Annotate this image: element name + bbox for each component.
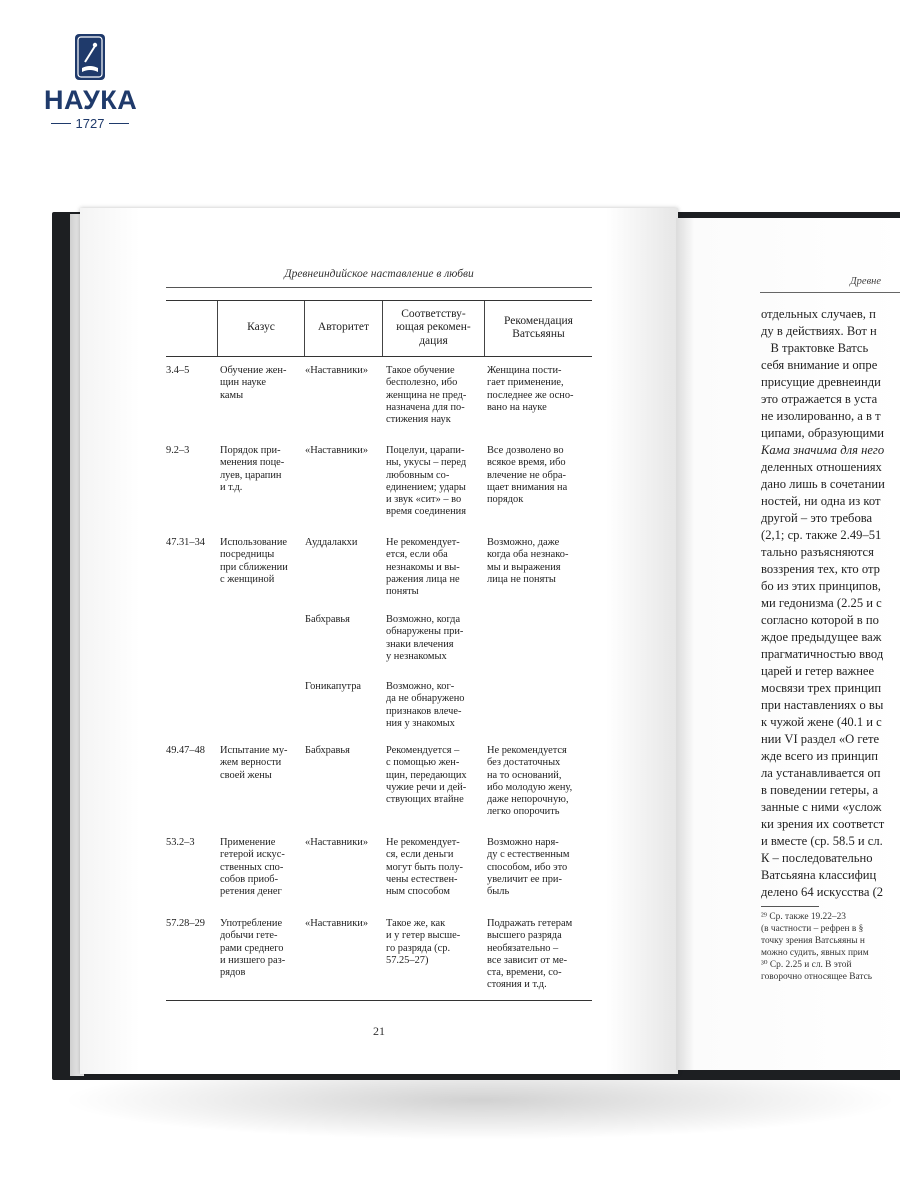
text-line: не изолированно, а в т <box>761 409 881 423</box>
table-cell-recommendation: Возможно, ког- да не обнаружено признаков влече- ния у знакомых <box>386 681 465 729</box>
table-cell-case: Испытание му- жем верности своей жены <box>220 745 288 781</box>
text-line: другой – это требова <box>761 511 873 525</box>
table-cell-ref: 57.28–29 <box>166 918 205 929</box>
page-number: 21 <box>373 1024 385 1038</box>
table-cell-recommendation: Не рекомендует- ется, если оба незнакомы и вы- ражения лица не поняты <box>386 537 460 598</box>
table-cell-ref: 47.31–34 <box>166 537 205 548</box>
text-line: нии VI раздел «О гете <box>761 732 880 746</box>
text-line: деленных отношениях <box>761 460 882 474</box>
table-cell-vatsyayana: Подражать гетерам высшего разряда необязательно – все зависит от ме- ста, времени, со- стояния и т.д. <box>487 918 573 991</box>
footnote-line: точку зрения Ватсьяяны н <box>761 936 865 946</box>
text-line: присущие древнеинди <box>761 375 881 389</box>
column-header-recommendation: Соответству- ющая рекомен- дация <box>396 307 471 347</box>
table-cell-recommendation: Возможно, когда обнаружены при- знаки влечения у незнакомых <box>386 614 464 662</box>
text-line: жде всего из принцип <box>761 749 878 763</box>
table-cell-authority: «Наставники» <box>305 365 369 376</box>
table-cell-case: Применение гетерой искус- ственных спо- собов приоб- ретения денег <box>220 837 285 898</box>
publisher-name: НАУКА <box>44 85 138 115</box>
text-line: ки зрения их соответст <box>761 817 885 831</box>
column-header-authority: Авторитет <box>317 321 370 334</box>
table-cell-recommendation: Рекомендуется – с помощью жен- щин, передающих чужие речи и дей- ствующих втайне <box>386 745 467 806</box>
table-cell-case: Обучение жен- щин науке камы <box>220 365 287 401</box>
text-line: царей и гетер важнее <box>761 664 875 678</box>
text-line: (2,1; ср. также 2.49–51 <box>761 528 882 542</box>
text-line: ностей, ни одна из кот <box>761 494 881 508</box>
footnote-line: ²⁹ Ср. также 19.22–23 <box>761 912 846 922</box>
publisher-year: 1727 <box>75 116 105 131</box>
table-cell-recommendation: Такое же, как и у гетер высше- го разряда (ср. 57.25–27) <box>386 918 461 966</box>
table-cell-recommendation: Поцелуи, царапи- ны, укусы – перед любовным со- единением; удары и звук «сит» – во время соединения <box>386 445 467 518</box>
table-cell-case: Употребление добычи гете- рами среднего и низшего раз- рядов <box>220 918 286 979</box>
text-line: занные с ними «услож <box>761 800 882 814</box>
column-header-vatsyayana: Рекомендация Ватсьяяны <box>504 314 573 340</box>
running-head-left: Древнеиндийское наставление в любви <box>284 268 474 280</box>
footnote-line: говорочно относящее Ватсь <box>761 972 873 982</box>
text-line: ципами, образующими <box>761 426 884 440</box>
text-line: Ватсьяяна классифиц <box>761 868 877 882</box>
text-line: В трактовке Ватсь <box>761 341 869 355</box>
text-line: себя внимание и опре <box>761 358 878 372</box>
table-cell-authority: Гоникапутра <box>305 681 362 692</box>
text-line: прагматичностью ввод <box>761 647 884 661</box>
text-line: дано лишь в сочетании <box>761 477 885 491</box>
table-cell-ref: 9.2–3 <box>166 445 190 456</box>
table-cell-recommendation: Такое обучение бесполезно, ибо женщина не пред- назначена для по- стижения наук <box>386 365 467 426</box>
text-line: К – последовательно <box>761 851 873 865</box>
table-cell-authority: Ауддалакхи <box>305 537 358 548</box>
text-line: бо из этих принципов, <box>761 579 881 593</box>
footnote-line: можно судить, явных прим <box>761 948 869 958</box>
header-rule-right <box>760 292 900 293</box>
text-line: и вместе (ср. 58.5 и сл. <box>761 834 883 848</box>
text-line: ду в действиях. Вот н <box>761 324 877 338</box>
table-cell-case: Использование посредницы при сближении с женщиной <box>220 537 288 585</box>
table-cell-ref: 3.4–5 <box>166 365 190 376</box>
table-bottom-rule <box>166 1000 592 1001</box>
publisher-year-line <box>44 116 136 131</box>
table-cell-vatsyayana: Все дозволено во всякое время, ибо влечение не обра- щает внимания на порядок <box>487 445 568 506</box>
book-emblem-icon <box>75 34 105 80</box>
running-head-right: Древне <box>850 276 882 287</box>
text-line: это отражается в уста <box>761 392 878 406</box>
text-line: Кама значима для него <box>761 443 885 457</box>
table-cell-case: Порядок при- менения поце- луев, царапин и т.д. <box>220 445 285 493</box>
text-line: при наставлениях о вы <box>761 698 884 712</box>
table-cell-recommendation: Не рекомендует- ся, если деньги могут быть полу- чены естествен- ным способом <box>386 837 463 898</box>
publisher-logo <box>44 34 136 131</box>
text-line: к чужой жене (40.1 и с <box>761 715 882 729</box>
table-cell-authority: «Наставники» <box>305 918 369 929</box>
text-line: тально разъясняются <box>761 545 874 559</box>
table-header-rule <box>166 356 592 357</box>
table-cell-ref: 53.2–3 <box>166 837 195 848</box>
text-line: в поведении гетеры, а <box>761 783 879 797</box>
column-header-case: Казус <box>247 321 275 334</box>
footnote-line: ³⁰ Ср. 2.25 и сл. В этой <box>761 960 852 970</box>
footnote-line: (в частности – рефрен в § <box>761 924 864 934</box>
text-line: ла устанавливается оп <box>761 766 881 780</box>
text-line: воззрения тех, кто отр <box>761 562 880 576</box>
header-rule <box>166 287 592 288</box>
text-line: ми гедонизма (2.25 и с <box>761 596 882 610</box>
text-line: делено 64 искусства (2 <box>761 885 884 899</box>
table-cell-authority: Бабхравья <box>305 745 350 756</box>
footnote-rule <box>761 906 819 907</box>
table-cell-authority: «Наставники» <box>305 445 369 456</box>
table-cell-vatsyayana: Не рекомендуется без достаточных на то оснований, ибо молодую жену, даже непорочную, легко опорочить <box>487 745 573 818</box>
table-cell-ref: 49.47–48 <box>166 745 205 756</box>
text-line: согласно которой в по <box>761 613 879 627</box>
table-cell-authority: «Наставники» <box>305 837 369 848</box>
text-line: мосвязи трех принцип <box>761 681 882 695</box>
table-cell-authority: Бабхравья <box>305 614 350 625</box>
table-cell-vatsyayana: Женщина пости- гает применение, последнее же осно- вано на науке <box>487 365 574 413</box>
table-cell-vatsyayana: Возможно, даже когда оба незнако- мы и выражения лица не поняты <box>487 537 569 585</box>
text-line: ждое предыдущее важ <box>761 630 882 644</box>
table-cell-vatsyayana: Возможно наря- ду с естественным способом, ибо это увеличит ее при- быль <box>487 837 570 898</box>
text-line: отдельных случаев, п <box>761 307 876 321</box>
